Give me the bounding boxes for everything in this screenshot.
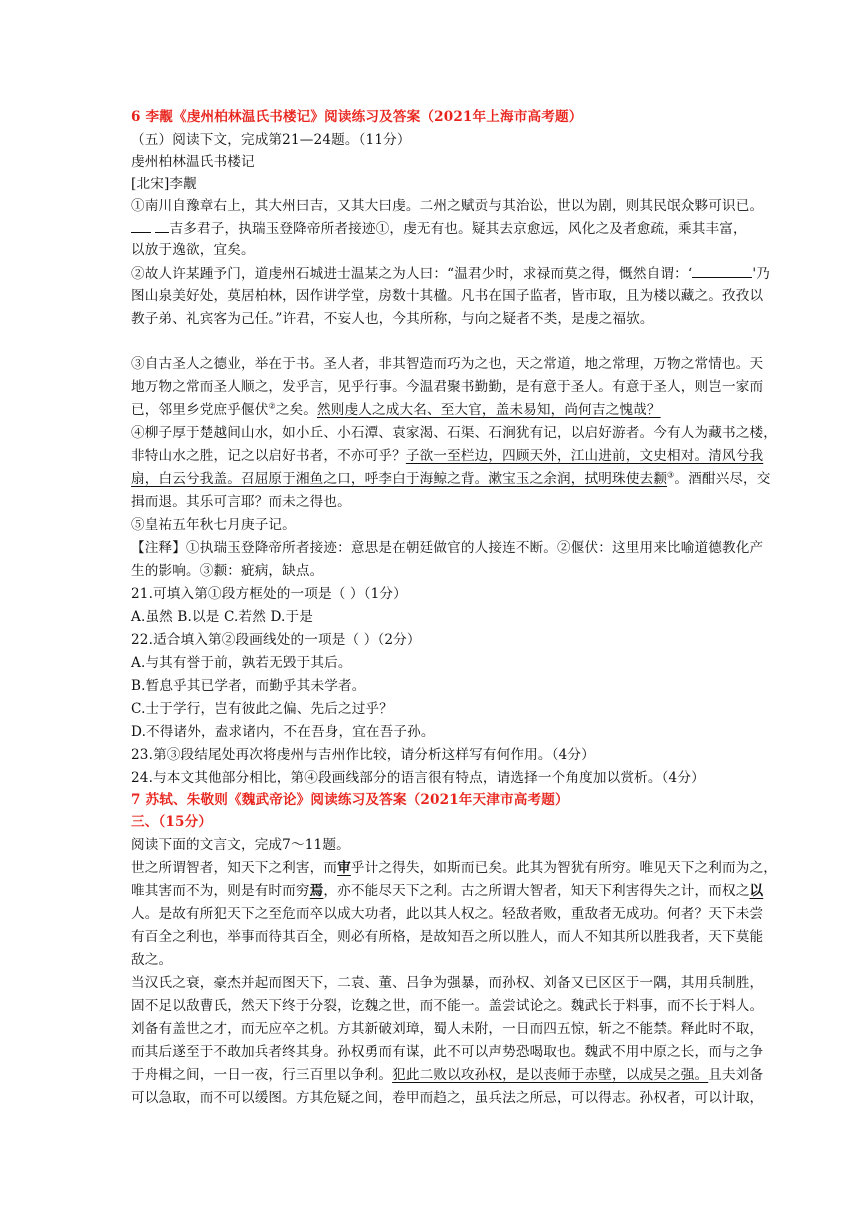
question-22-option-a: A.与其有誉于前，孰若无毁于其后。 [131,655,352,671]
paragraph-4-line: 扇，白云兮我盖。召屈原于湘鱼之口，呼李白于海鲸之背。漱宝玉之余润，拭明珠使去颣③。酒酣兴尽，交 [131,470,771,487]
underlined-sentence: 然则虔人之成大名、至大官，盖未易知，尚何吉之愧哉？ [317,402,661,418]
passage-2-line: 可以急取，而不可以缓图。方其危疑之间，卷甲而趋之，虽兵法之所忌，可以得志。孙权者，可以计取， [131,1090,764,1106]
fill-in-blank [692,263,752,278]
notes-line: 生的影响。③颣：疵病，缺点。 [131,563,324,579]
blank-box [155,218,169,233]
paragraph-2-line: 图山泉美好处，莫居柏林，因作讲学堂，房数十其楹。凡书在国子监者，皆市取，且为楼以藏之。孜孜以 [131,288,764,304]
underlined-passage: 子欲一至栏边，四顾天外，江山进前，文史相对。清风兮我 [405,448,764,464]
question-22-option-c: C.士于学行，岂有彼此之偏、先后之过乎？ [131,701,393,717]
question-22: 22.适合填入第②段画线处的一项是（ ）（2分） [131,632,421,648]
passage-1-line: 有百全之利也，举事而待其百全，则必有所格，是故知吾之所以胜人，而人不知其所以胜我者，天下莫能 [131,929,764,945]
paragraph-1-line: 吉多君子，执瑞玉登降帝所者接迹①，虔无有也。疑其去京愈远，风化之及者愈疏，乘其丰富， [131,218,741,239]
passage-2-line: 而其后遂至于不敢加兵者终其身。孙权勇而有谋，此不可以声势恐喝取也。魏武不用中原之长，而与之争 [131,1044,764,1060]
paragraph-2-line: 教子弟、礼宾客为己任。”许君，不妄人也，今其所称，与向之疑者不类，是虔之福欤。 [131,311,654,327]
paragraph-3-line: 地万物之常而圣人顺之，发乎言，见乎行事。今温君聚书勤勤，是有意于圣人。有意于圣人，则岂一家而 [131,379,764,395]
paragraph-3-line: 已，邻里乡党庶乎偃伏②之矣。然则虔人之成大名、至大官，盖未易知，尚何吉之愧哉？ [131,401,661,418]
paragraph-1-line: 以放于逸欲，宜矣。 [131,242,255,258]
paragraph-5-line: ⑤皇祐五年秋七月庚子记。 [131,517,296,533]
paragraph-4-line: ④柳子厚于楚越间山水，如小丘、小石潭、袁家渴、石渠、石涧犹有记，以启好游者。今有人为藏书之楼， [131,425,777,441]
section-6-heading: 6 李觏《虔州柏林温氏书楼记》阅读练习及答案（2021年上海市高考题） [131,109,583,125]
question-21-options: A.虽然 B.以是 C.若然 D.于是 [131,609,313,625]
passage-1-line: 敌之。 [131,952,173,968]
passage-1-line: 人。是故有所犯天下之至危而卒以成大功者，此以其人权之。轻敌者败，重敌者无成功。何者？天下未尝 [131,906,764,922]
footnote-mark: ② [268,401,276,411]
section-7-heading: 7 苏轼、朱敬则《魏武帝论》阅读练习及答案（2021年天津市高考题） [131,792,569,808]
underlined-passage: 扇，白云兮我盖。召屈原于湘鱼之口，呼李白于海鲸之背。漱宝玉之余润，拭明珠使去颣 [131,471,668,487]
passage-2-line: 固不足以敌曹氏，然天下终于分裂，讫魏之世，而不能一。盖尝试论之。魏武长于料事，而不长于料人。 [131,998,764,1014]
question-21: 21.可填入第①段方框处的一项是（ ）（1分） [131,586,407,602]
question-22-option-b: B.暂息乎其已学者，而勤乎其未学者。 [131,678,366,694]
section-7-instruction: 阅读下面的文言文，完成7～11题。 [131,837,350,853]
underlined-sentence: 犯此二败以攻孙权，是以丧师于赤壁，以成吴之强。 [392,1067,709,1083]
essay-title: 虔州柏林温氏书楼记 [131,154,255,170]
marked-character: 焉 [309,883,324,899]
paragraph-1-line: ①南川自豫章右上，其大州曰吉，又其大曰虔。二州之赋贡与其治讼，世以为剧，则其民氓众夥可识已。 [131,198,764,214]
marked-character: 审 [337,860,351,876]
question-23: 23.第③段结尾处再次将虔州与吉州作比较，请分析这样写有何作用。（4分） [131,747,595,763]
section-7-part: 三、（15分） [131,814,213,830]
passage-2-line: 刘备有盖世之才，而无应卒之机。方其新破刘璋，蜀人未附，一日而四五惊，斩之不能禁。释此时不取， [131,1021,764,1037]
passage-1-line: 唯其害而不为，则是有时而穷焉，亦不能尽天下之利。古之所谓大智者，知天下利害得失之计，而权之以 [131,883,764,899]
paragraph-2-line: ②故人许某踵予门，道虔州石城进士温某之为人曰：“温君少时，求禄而莫之得，慨然自谓：‘ '乃 [131,263,741,284]
paragraph-4-line: 非特山水之胜，记之以启好书者，不亦可乎？子欲一至栏边，四顾天外，江山进前，文史相对。清风兮我 [131,448,764,464]
blank-box [131,218,151,233]
passage-1-line: 世之所谓智者，知天下之利害，而审乎计之得失，如斯而已矣。此其为智犹有所穷。唯见天下之利而为之， [131,860,777,876]
question-24: 24.与本文其他部分相比，第④段画线部分的语言很有特点，请选择一个角度加以赏析。（4分） [131,770,705,786]
notes-line: 【注释】①执瑞玉登降帝所者接迹：意思是在朝廷做官的人接连不断。②偃伏：这里用来比喻道德教化产 [131,540,764,556]
paragraph-4-line: 揖而退。其乐可言耶？而未之得也。 [131,494,351,510]
passage-2-line: 于舟楫之间，一日一夜，行三百里以争利。犯此二败以攻孙权，是以丧师于赤壁，以成吴之强。且夫刘备 [131,1067,764,1083]
essay-author: [北宋]李觏 [131,176,197,192]
section-6-instruction: （五）阅读下文，完成第21—24题。（11分） [131,132,411,148]
marked-character: 以 [749,883,764,899]
footnote-mark: ③ [667,470,675,480]
paragraph-3-line: ③自古圣人之德业，举在于书。圣人者，非其智造而巧为之也，天之常道，地之常理，万物之常情也。天 [131,356,764,372]
question-22-option-d: D.不得诸外，盍求诸内，不在吾身，宜在吾子孙。 [131,724,435,740]
passage-2-line: 当汉氏之衰，豪杰并起而图天下，二袁、董、吕争为强暴，而孙权、刘备又已区区于一隅，其用兵制胜， [131,975,764,991]
